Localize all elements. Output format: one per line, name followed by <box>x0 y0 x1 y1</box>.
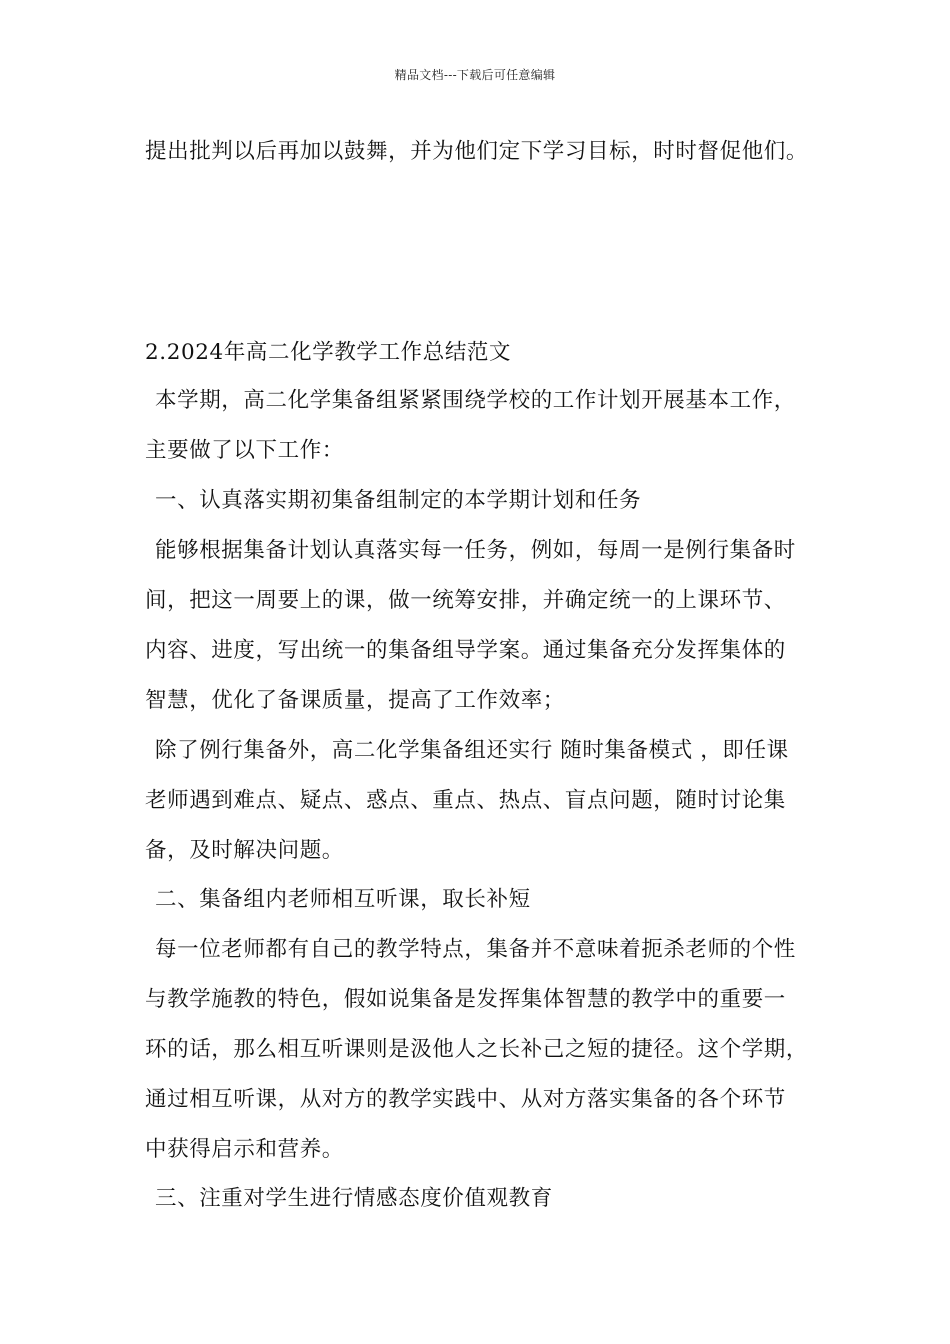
page-header: 精品文档---下载后可任意编辑 <box>394 68 556 82</box>
paragraph-line: 与教学施教的特色，假如说集备是发挥集体智慧的教学中的重要一 <box>145 987 786 1012</box>
paragraph-line: 每一位老师都有自己的教学特点，集备并不意味着扼杀老师的个性 <box>155 937 796 962</box>
paragraph-line: 间，把这一周要上的课，做一统筹安排，并确定统一的上课环节、 <box>145 588 786 613</box>
paragraph-line: 智慧，优化了备课质量，提高了工作效率； <box>145 688 565 713</box>
paragraph-line: 通过相互听课，从对方的教学实践中、从对方落实集备的各个环节 <box>145 1087 786 1112</box>
subheading: 二、集备组内老师相互听课，取长补短 <box>155 887 531 912</box>
paragraph-line: 中获得启示和营养。 <box>145 1137 344 1162</box>
paragraph-line: 能够根据集备计划认真落实每一任务，例如，每周一是例行集备时 <box>155 538 796 563</box>
paragraph-line: 提出批判以后再加以鼓舞，并为他们定下学习目标，时时督促他们。 <box>145 139 809 164</box>
paragraph-line: 除了例行集备外，高二化学集备组还实行 随时集备模式 ，即任课 <box>155 738 789 763</box>
subheading: 三、注重对学生进行情感态度价值观教育 <box>155 1186 553 1211</box>
paragraph-line: 老师遇到难点、疑点、惑点、重点、热点、盲点问题，随时讨论集 <box>145 788 786 813</box>
paragraph-line: 主要做了以下工作： <box>145 438 344 463</box>
subheading: 一、认真落实期初集备组制定的本学期计划和任务 <box>155 488 642 513</box>
paragraph-line: 内容、进度，写出统一的集备组导学案。通过集备充分发挥集体的 <box>145 638 786 663</box>
paragraph-line: 备，及时解决问题。 <box>145 838 344 863</box>
section-title: 2.2024年高二化学教学工作总结范文 <box>145 340 512 365</box>
paragraph-line: 环的话，那么相互听课则是汲他人之长补己之短的捷径。这个学期， <box>145 1037 809 1062</box>
paragraph-line: 本学期，高二化学集备组紧紧围绕学校的工作计划开展基本工作， <box>155 388 796 413</box>
